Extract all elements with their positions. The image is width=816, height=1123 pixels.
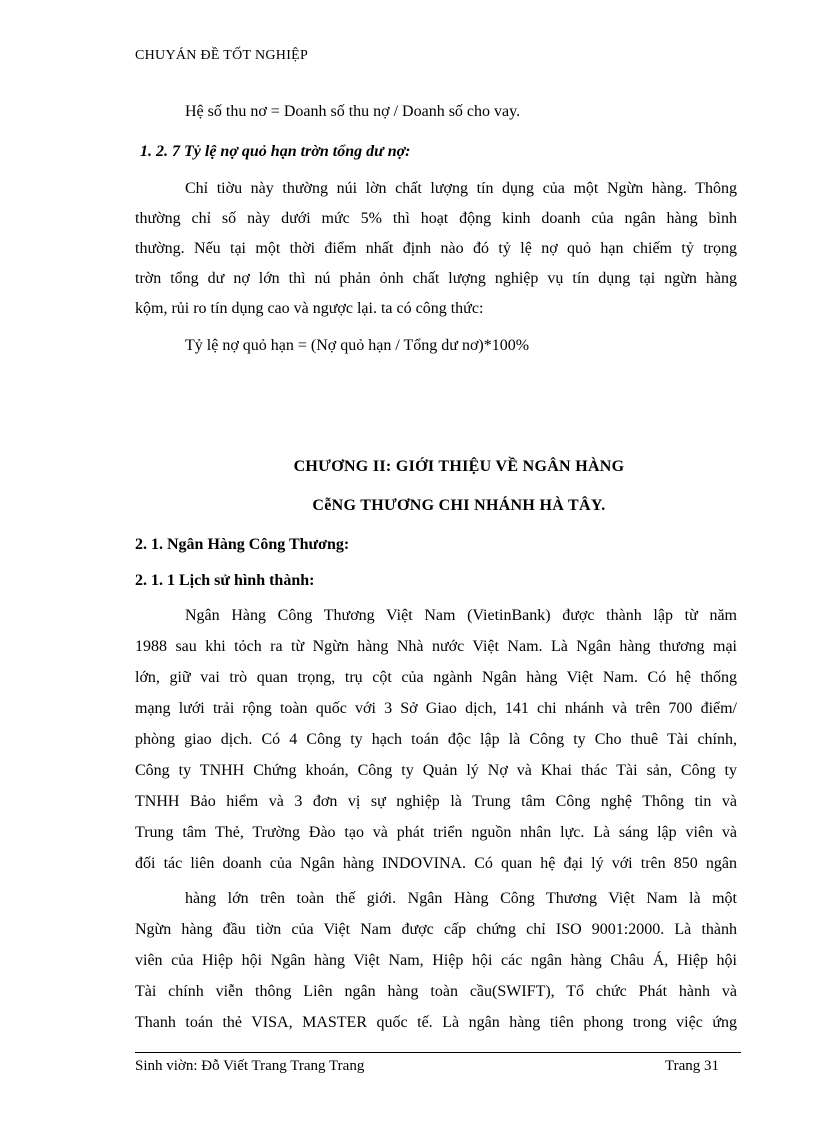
paragraph-line: phòng giao dịch. Có 4 Công ty hạch toán độc lập là Công ty Cho thuê Tài chính, bbox=[135, 731, 737, 748]
paragraph-line: Công ty TNHH Chứng khoán, Công ty Quản lý Nợ và Khai thác Tài sản, Công ty bbox=[135, 762, 737, 779]
paragraph-line: thường chỉ số này dưới mức 5% thì hoạt động kinh doanh của ngân hàng bình bbox=[135, 210, 737, 227]
section-heading-2-1-1: 2. 1. 1 Lịch sử hình thành: bbox=[135, 572, 315, 589]
section-heading-2-1: 2. 1. Ngân Hàng Công Thương: bbox=[135, 536, 350, 553]
page-header: CHUYÁN ĐỀ TỐT NGHIỆP bbox=[135, 48, 309, 63]
paragraph-line: hàng lớn trên toàn thế giới. Ngân Hàng Công Thương Việt Nam là một bbox=[185, 890, 737, 907]
formula-thu-no: Hệ số thu nơ = Doanh số thu nợ / Doanh số cho vay. bbox=[185, 103, 521, 120]
chapter-title-line-1: CHƯƠNG II: GIỚI THIỆU VỀ NGÂN HÀNG bbox=[293, 458, 625, 475]
paragraph-line: Trung tâm Thẻ, Trường Đào tạo và phát triển nguồn nhân lực. Là sáng lập viên và bbox=[135, 824, 737, 841]
paragraph-line: TNHH Bảo hiểm và 3 đơn vị sự nghiệp là Trung tâm Công nghệ Thông tin và bbox=[135, 793, 737, 810]
paragraph-line: trờn tổng dư nợ lớn thì nú phản ỏnh chất lượng nghiệp vụ tín dụng tại ngừn hàng bbox=[135, 270, 737, 287]
paragraph-line: Ngừn hàng đầu tiờn của Việt Nam được cấp chứng chỉ ISO 9001:2000. Là thành bbox=[135, 921, 737, 938]
paragraph-line: Chỉ tiờu này thường núi lờn chất lượng tín dụng của một Ngừn hàng. Thông bbox=[185, 180, 737, 197]
paragraph-line: kộm, rủi ro tín dụng cao và ngược lại. ta có công thức: bbox=[135, 300, 484, 317]
paragraph-line: viên của Hiệp hội Ngân hàng Việt Nam, Hiệp hội các ngân hàng Châu Á, Hiệp hội bbox=[135, 952, 737, 969]
chapter-title-line-2: CễNG THƯƠNG CHI NHÁNH HÀ TÂY. bbox=[312, 497, 606, 514]
footer-student: Sinh viờn: Đỗ Viết Trang Trang Trang bbox=[135, 1058, 365, 1074]
paragraph-line: Thanh toán thẻ VISA, MASTER quốc tế. Là ngân hàng tiên phong trong việc ứng bbox=[135, 1014, 737, 1031]
paragraph-line: mạng lưới trải rộng toàn quốc với 3 Sở Giao dịch, 141 chi nhánh và trên 700 điểm/ bbox=[135, 700, 737, 717]
footer-page-number: Trang 31 bbox=[665, 1058, 720, 1074]
paragraph-line: Tài chính viễn thông Liên ngân hàng toàn cầu(SWIFT), Tổ chức Phát hành và bbox=[135, 983, 737, 1000]
paragraph-line: lớn, giữ vai trò quan trọng, trụ cột của ngành Ngân hàng Việt Nam. Có hệ thống bbox=[135, 669, 737, 686]
paragraph-line: đối tác liên doanh của Ngân hàng INDOVINA. Có quan hệ đại lý với trên 850 ngân bbox=[135, 855, 737, 872]
paragraph-line: Ngân Hàng Công Thương Việt Nam (VietinBank) được thành lập từ năm bbox=[185, 607, 737, 624]
formula-ty-le-no-qua-han: Tỷ lệ nợ quỏ hạn = (Nợ quỏ hạn / Tổng dư nơ)*100% bbox=[185, 337, 530, 354]
footer-rule bbox=[135, 1052, 741, 1053]
section-heading-1-2-7: 1. 2. 7 Tỷ lệ nợ quỏ hạn trờn tổng dư nợ: bbox=[140, 143, 411, 160]
paragraph-line: 1988 sau khi tỏch ra từ Ngừn hàng Nhà nước Việt Nam. Là Ngân hàng thương mại bbox=[135, 638, 737, 655]
paragraph-line: thường. Nếu tại một thời điểm nhất định nào đó tỷ lệ nợ quỏ hạn chiếm tỷ trọng bbox=[135, 240, 737, 257]
